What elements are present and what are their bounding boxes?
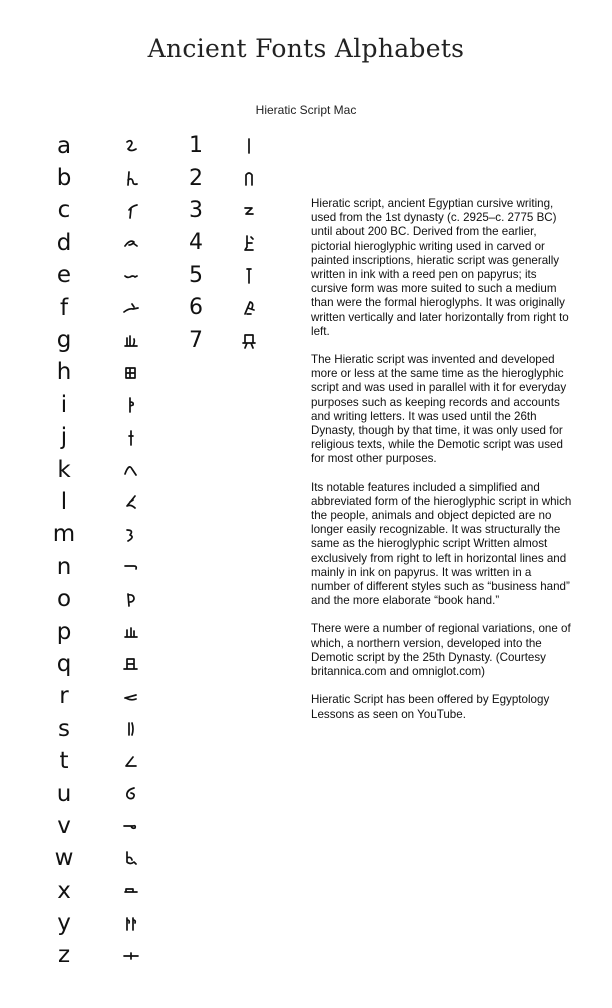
latin-letter-e: e bbox=[56, 262, 72, 289]
latin-letter-z: z bbox=[57, 942, 71, 969]
latin-letter-g: g bbox=[56, 327, 72, 354]
latin-letter-n: n bbox=[56, 553, 72, 580]
latin-letter-u: u bbox=[56, 780, 72, 807]
5-hieratic-icon bbox=[236, 260, 262, 292]
h-hieratic-icon bbox=[116, 357, 146, 389]
latin-letter-x: x bbox=[57, 877, 71, 904]
o-hieratic-icon bbox=[116, 583, 146, 615]
latin-letter-t: t bbox=[59, 748, 69, 775]
s-hieratic-icon bbox=[116, 713, 146, 745]
q-hieratic-icon bbox=[116, 648, 146, 680]
n-hieratic-icon bbox=[116, 551, 146, 583]
latin-letter-w: w bbox=[54, 845, 74, 872]
latin-letter-d: d bbox=[56, 229, 72, 256]
font-name-subtitle: Hieratic Script Mac bbox=[255, 103, 357, 117]
l-hieratic-icon bbox=[116, 486, 146, 518]
g-hieratic-icon bbox=[116, 324, 146, 356]
3-hieratic-icon bbox=[236, 195, 262, 227]
digit-5: 5 bbox=[189, 262, 203, 288]
j-hieratic-icon bbox=[116, 422, 146, 454]
latin-letter-m: m bbox=[52, 521, 76, 548]
latin-letter-f: f bbox=[59, 294, 69, 321]
1-hieratic-icon bbox=[236, 130, 262, 162]
latin-letter-v: v bbox=[57, 812, 71, 839]
2-hieratic-icon bbox=[236, 162, 262, 194]
latin-letter-c: c bbox=[57, 197, 71, 224]
e-hieratic-icon bbox=[116, 260, 146, 292]
4-hieratic-icon bbox=[236, 227, 262, 259]
digit-4: 4 bbox=[189, 230, 203, 256]
hieratic-letters-column bbox=[116, 130, 146, 972]
latin-letter-h: h bbox=[56, 359, 72, 386]
w-hieratic-icon bbox=[116, 843, 146, 875]
c-hieratic-icon bbox=[116, 195, 146, 227]
r-hieratic-icon bbox=[116, 681, 146, 713]
digit-1: 1 bbox=[189, 133, 203, 159]
f-hieratic-icon bbox=[116, 292, 146, 324]
description-text bbox=[311, 197, 573, 736]
x-hieratic-icon bbox=[116, 875, 146, 907]
description-paragraph: Hieratic script, ancient Egyptian cursive writing, used from the 1st dynasty (c. 2925–c. 2775 BC) until about 200 BC. Derived from the earlier, pictorial hieroglyphic writing used in carved or painted inscriptions, hieratic script was generally written in ink with a reed pen on papyrus; its cursive form was more suited to such a medium than were the formal hieroglyphs. It was originally written vertically and later horizontally from right to left. bbox=[311, 197, 569, 338]
y-hieratic-icon bbox=[116, 907, 146, 939]
i-hieratic-icon bbox=[116, 389, 146, 421]
a-hieratic-icon bbox=[116, 130, 146, 162]
digit-3: 3 bbox=[189, 197, 203, 223]
latin-letter-y: y bbox=[57, 910, 71, 937]
description-paragraph: The Hieratic script was invented and developed more or less at the same time as the hieroglyphic script and was used in parallel with it for everyday purposes such as keeping records and accounts and writing letters. It was used until the 26th Dynasty, though by that time, it was only used for religious texts, while the Demotic script was used for most other purposes. bbox=[311, 353, 567, 466]
u-hieratic-icon bbox=[116, 778, 146, 810]
latin-letter-o: o bbox=[56, 586, 72, 613]
k-hieratic-icon bbox=[116, 454, 146, 486]
latin-letter-i: i bbox=[60, 391, 68, 418]
digits-column bbox=[183, 130, 209, 357]
latin-letter-k: k bbox=[57, 456, 71, 483]
p-hieratic-icon bbox=[116, 616, 146, 648]
t-hieratic-icon bbox=[116, 745, 146, 777]
digit-6: 6 bbox=[189, 295, 203, 321]
b-hieratic-icon bbox=[116, 162, 146, 194]
6-hieratic-icon bbox=[236, 292, 262, 324]
d-hieratic-icon bbox=[116, 227, 146, 259]
latin-letter-q: q bbox=[56, 650, 72, 677]
7-hieratic-icon bbox=[236, 324, 262, 356]
latin-letter-j: j bbox=[60, 424, 68, 451]
latin-letter-b: b bbox=[56, 165, 72, 192]
hieratic-digits-column bbox=[236, 130, 262, 357]
description-paragraph: There were a number of regional variations, one of which, a northern version, developed into the Demotic script by the 25th Dynasty. (Courtesy britannica.com and omniglot.com) bbox=[311, 622, 571, 679]
v-hieratic-icon bbox=[116, 810, 146, 842]
latin-letter-a: a bbox=[56, 132, 72, 159]
latin-letters-column bbox=[50, 130, 78, 972]
description-paragraph: Its notable features included a simplified and abbreviated form of the hieroglyphic script in which the people, animals and object depicted are no longer easily recognizable. It was structurally the same as the hieroglyphic script Written almost exclusively from right to left in horizontal lines and mainly in ink on papyrus. It was written in a number of different styles such as “business hand” and the more elaborate “book hand.” bbox=[311, 480, 572, 608]
latin-letter-l: l bbox=[60, 488, 68, 515]
latin-letter-s: s bbox=[58, 715, 70, 742]
m-hieratic-icon bbox=[116, 519, 146, 551]
description-paragraph: Hieratic Script has been offered by Egyptology Lessons as seen on YouTube. bbox=[311, 693, 550, 721]
digit-2: 2 bbox=[189, 165, 203, 191]
z-hieratic-icon bbox=[116, 940, 146, 972]
latin-letter-r: r bbox=[59, 683, 69, 710]
page-title: Ancient Fonts Alphabets bbox=[147, 34, 465, 63]
latin-letter-p: p bbox=[56, 618, 72, 645]
digit-7: 7 bbox=[189, 327, 203, 353]
